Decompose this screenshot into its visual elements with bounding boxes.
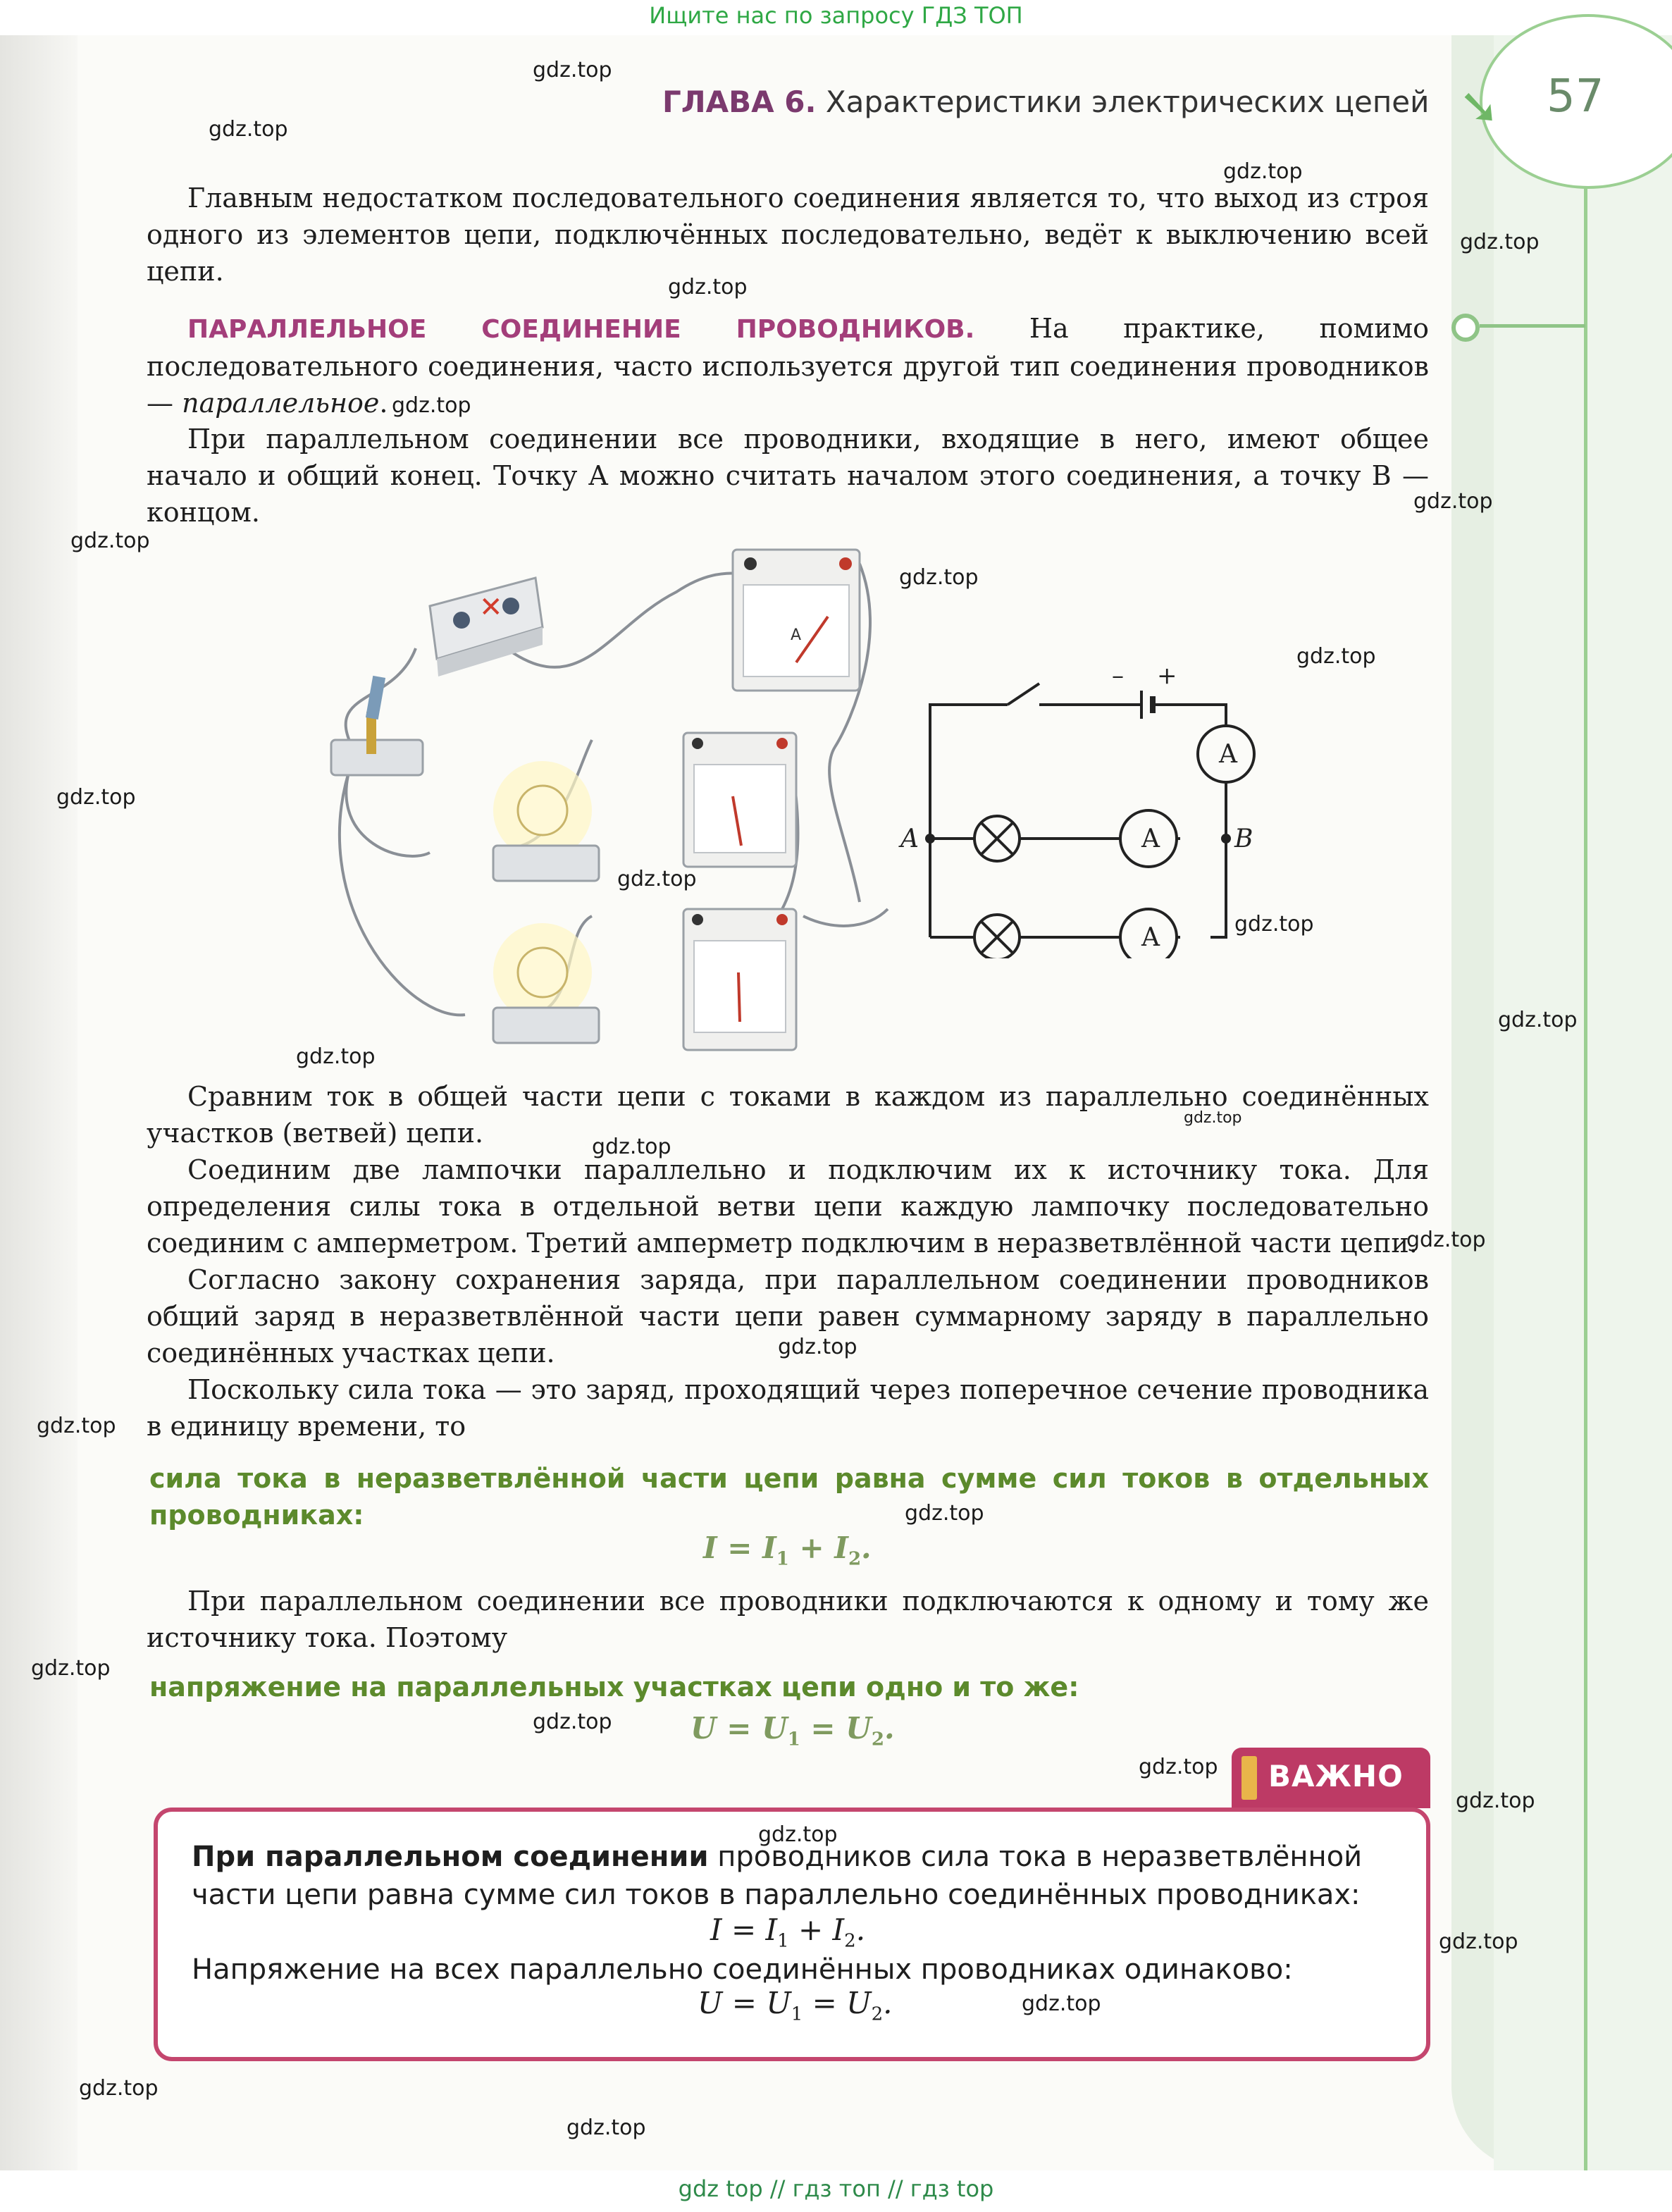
ammeter-label: A: [1219, 740, 1237, 769]
lamp-1: [493, 761, 599, 881]
top-search-banner[interactable]: Ищите нас по запросу ГДЗ ТОП: [649, 2, 1023, 29]
watermark: gdz.top: [1456, 1788, 1535, 1813]
watermark: gdz.top: [1139, 1755, 1218, 1779]
margin-vertical-line: [1584, 162, 1587, 2170]
paragraph-text: При параллельном соединении все проводники подключаются к одному и тому же источнику тока. Поэтому: [147, 1586, 1429, 1653]
ammeter-label: A: [1141, 824, 1160, 853]
important-line-2: части цепи равна сумме сил токов в параллельно соединённых проводниках:: [192, 1879, 1361, 1911]
paragraph-text: Соединим две лампочки параллельно и подключим их к источнику тока. Для определения силы тока в отдельной ветви цепи каждую лампочку последовательно соединим с амперметром. Третий амперметр подключим в неразветвлённой части цепи.: [147, 1154, 1429, 1259]
paragraph-text: На практике, помимо последовательного соединения, часто используется другой тип соединения проводников —: [147, 313, 1429, 419]
section-heading: ПАРАЛЛЕЛЬНОЕ СОЕДИНЕНИЕ ПРОВОДНИКОВ.: [187, 315, 975, 344]
watermark: gdz.top: [79, 2076, 159, 2101]
watermark: gdz.top: [617, 867, 697, 891]
watermark: gdz.top: [1439, 1929, 1518, 1954]
battery-plus-label: +: [1157, 662, 1177, 690]
curved-arrow-icon: ➘: [1459, 78, 1500, 135]
watermark: gdz.top: [31, 1656, 111, 1681]
important-formula-current: $I = I_1 + I_2$.: [710, 1913, 866, 1952]
watermark: gdz.top: [392, 393, 471, 418]
paragraph-text: Главным недостатком последовательного соединения является то, что выход из строя одного из элементов цепи, подключённых последовательно, ведёт к выключению всей цепи.: [147, 183, 1429, 287]
page-number: 57: [1547, 70, 1604, 123]
paragraph-same-source: [147, 1583, 1429, 1656]
lamp-2: [493, 923, 599, 1043]
power-supply: [430, 578, 543, 676]
watermark: gdz.top: [899, 565, 979, 590]
watermark: gdz.top: [592, 1135, 671, 1159]
point-b-label: B: [1234, 824, 1253, 853]
watermark: gdz.top: [533, 1710, 612, 1734]
chapter-header: [662, 85, 1430, 119]
chapter-label: ГЛАВА 6.: [662, 85, 817, 119]
rule-voltage-equal: напряжение на параллельных участках цепи одно и то же:: [149, 1672, 1079, 1703]
watermark: gdz.top: [1498, 1008, 1578, 1032]
paragraph-common-points: [147, 421, 1429, 531]
battery-minus-label: –: [1112, 662, 1124, 690]
important-line-3: Напряжение на всех параллельно соединённых проводниках одинаково:: [192, 1953, 1293, 1986]
watermark: gdz.top: [1460, 230, 1540, 254]
wire: [340, 761, 465, 1015]
important-icon: [1241, 1756, 1257, 1800]
paragraph-parallel-intro: [147, 310, 1429, 421]
formula-current: $I = I_1 + I_2$.: [703, 1531, 872, 1570]
watermark: gdz.top: [533, 58, 612, 82]
important-label: ВАЖНО: [1268, 1759, 1404, 1793]
switch-lever: [1008, 684, 1039, 705]
watermark: gdz.top: [1223, 159, 1303, 184]
paragraph-text: При параллельном соединении все проводники, входящие в него, имеют общее начало и общий конец. Точку А можно считать началом этого соединения, а точку В — концом.: [147, 424, 1429, 528]
watermark: gdz.top: [758, 1822, 838, 1847]
watermark: gdz.top: [566, 2115, 646, 2140]
wire: [803, 909, 888, 926]
margin-ring-icon: [1451, 314, 1480, 342]
watermark: gdz.top: [56, 785, 136, 810]
watermark: gdz.top: [778, 1335, 857, 1359]
important-tab: [1232, 1748, 1430, 1808]
point-a-label: A: [900, 824, 919, 853]
node-b: [1221, 834, 1231, 844]
svg-text:✕: ✕: [479, 591, 503, 624]
paragraph-current-def: [147, 1371, 1429, 1445]
book-spine-shadow: [0, 35, 78, 2170]
paragraph-text: Согласно закону сохранения заряда, при параллельном соединении проводников общий заряд в неразветвлённой части цепи равен суммарному заряду в параллельно соединённых участках цепи.: [147, 1264, 1429, 1368]
important-line-1: При параллельном соединении проводников сила тока в неразветвлённой: [192, 1841, 1363, 1873]
watermark: gdz.top: [1234, 912, 1314, 937]
paragraph-connect: [147, 1151, 1429, 1261]
ammeter-branch-2: [683, 909, 796, 1050]
term-italic: параллельное: [182, 388, 380, 419]
right-margin-panel: [1494, 35, 1672, 2170]
watermark: gdz.top: [1406, 1228, 1486, 1252]
paragraph-text: Поскольку сила тока — это заряд, проходящий через поперечное сечение проводника в единицу времени, то: [147, 1374, 1429, 1442]
lab-setup-illustration: [310, 536, 902, 1057]
bottom-site-banner[interactable]: gdz top // гдз топ // гдз top: [678, 2175, 994, 2202]
watermark: gdz.top: [296, 1044, 376, 1069]
node-a: [925, 834, 935, 844]
wire: [1153, 705, 1226, 726]
circuit-schematic: [888, 655, 1282, 958]
watermark: gdz.top: [1413, 489, 1493, 514]
watermark: gdz.top: [1022, 1991, 1101, 2016]
paragraph-series-drawback: [147, 180, 1429, 290]
watermark: gdz.top: [905, 1501, 984, 1526]
svg-text:A: A: [791, 626, 802, 644]
ammeter-label: A: [1141, 923, 1160, 952]
paragraph-end: .: [379, 388, 388, 419]
wire: [1210, 839, 1226, 937]
watermark: gdz.top: [1184, 1109, 1242, 1127]
watermark: gdz.top: [209, 117, 288, 142]
rule-current-sum: сила тока в неразветвлённой части цепи равна сумме сил токов в отдельных проводниках:: [149, 1463, 1429, 1531]
paragraph-text: Сравним ток в общей части цепи с токами в каждом из параллельно соединённых участков (ветвей) цепи.: [147, 1081, 1429, 1149]
watermark: gdz.top: [668, 275, 748, 299]
watermark: gdz.top: [1296, 644, 1376, 669]
formula-voltage: $U = U_1 = U_2$.: [691, 1711, 895, 1750]
watermark: gdz.top: [70, 529, 150, 553]
ammeter-main: [733, 550, 860, 691]
important-formula-voltage: $U = U_1 = U_2$.: [698, 1986, 893, 2025]
ammeter-branch-1: [683, 733, 796, 867]
watermark: gdz.top: [37, 1414, 116, 1438]
chapter-title: Характеристики электрических цепей: [825, 85, 1430, 119]
margin-ring-line: [1480, 324, 1585, 328]
